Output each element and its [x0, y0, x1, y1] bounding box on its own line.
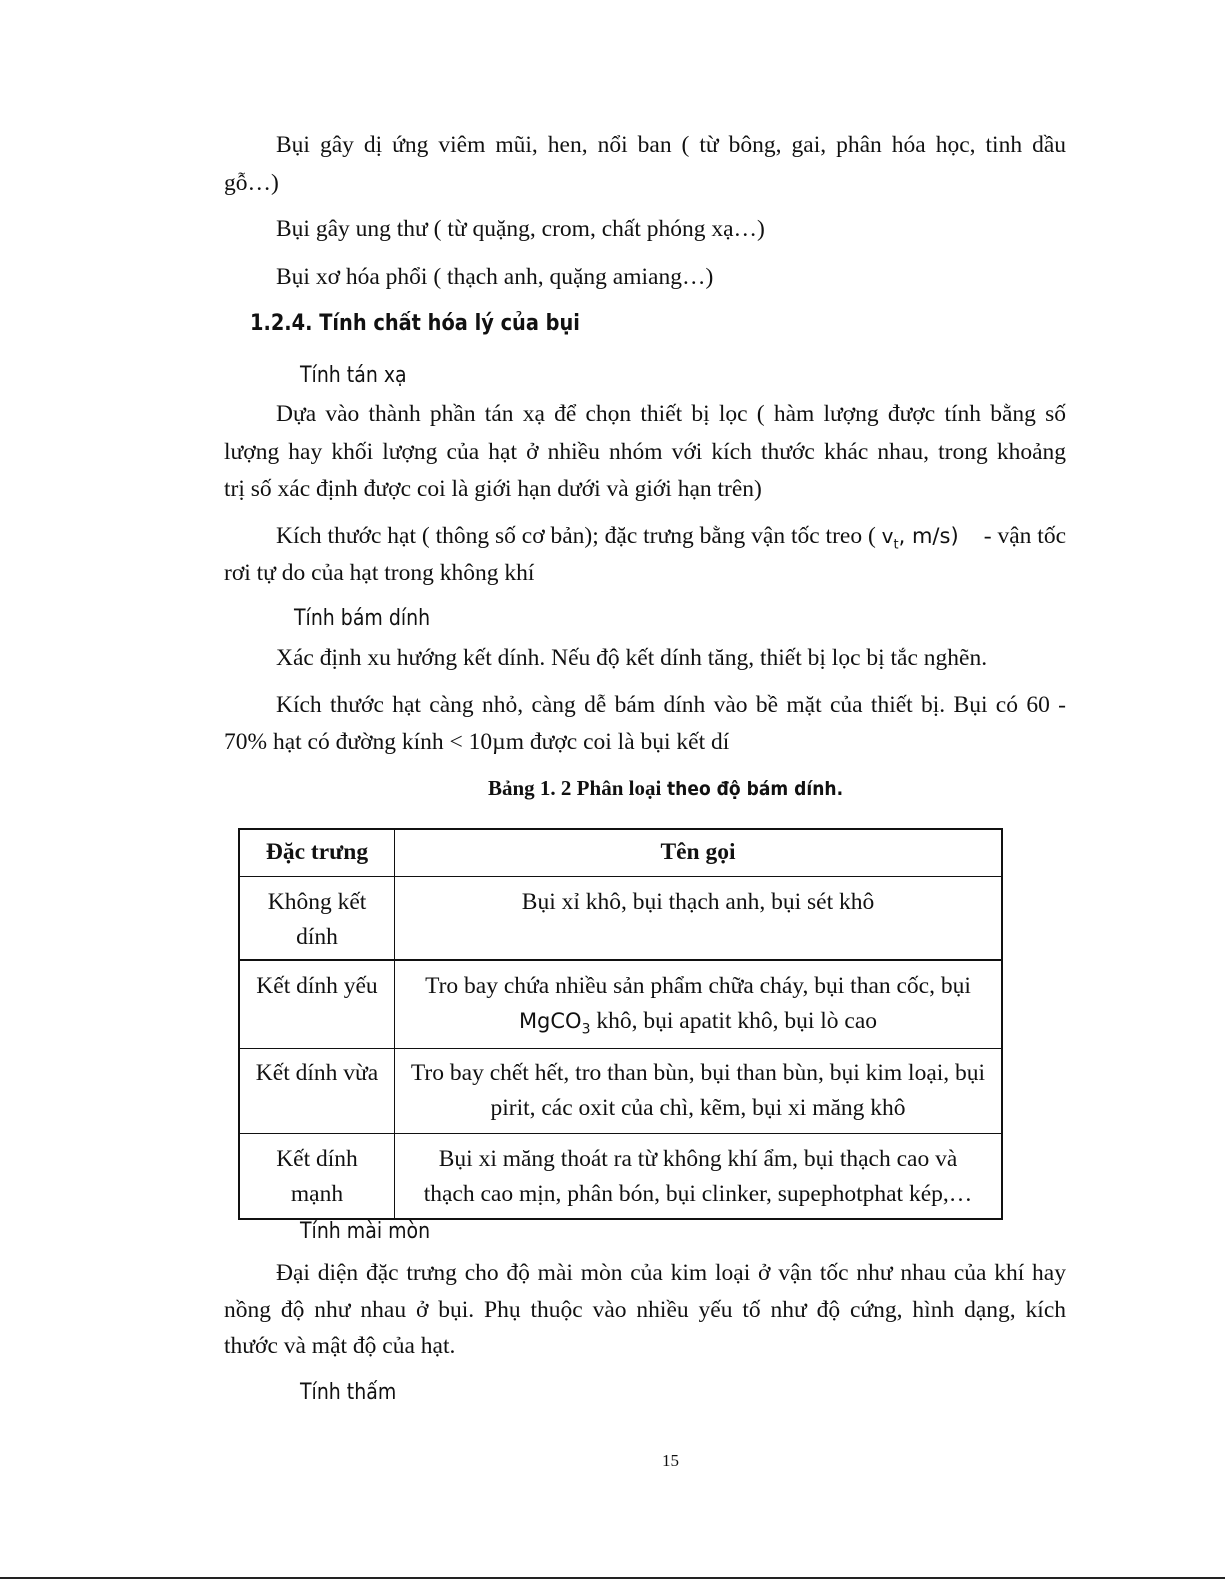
bam-dinh-p1: Xác định xu hướng kết dính. Nếu độ kết dính tăng, thiết bị lọc bị tắc nghẽn. [276, 645, 988, 671]
row-desc-line: Tro bay chứa nhiều sản phẩm chữa cháy, bụi than cốc, bụi [425, 973, 971, 999]
row-desc-line: pirit, các oxit của chì, kẽm, bụi xi măng khô [490, 1094, 906, 1121]
row-desc-line: Tro bay chết hết, tro than bùn, bụi than bùn, bụi kim loại, bụi [410, 1059, 986, 1086]
page-number: 15 [662, 1451, 679, 1470]
table-header-row [239, 829, 1002, 876]
tan-xa-p1-line3: trị số xác định được coi là giới hạn dưới và giới hạn trên) [224, 476, 762, 502]
velocity-subscript: t [893, 537, 899, 553]
row-label [239, 1048, 395, 1133]
tan-xa-p2-line2: rơi tự do của hạt trong không khí [224, 560, 535, 586]
row-label-line: Kết dính yếu [256, 973, 378, 999]
row-label-line: mạnh [290, 1180, 344, 1207]
row-label [239, 960, 395, 1048]
row-desc-line: thạch cao mịn, phân bón, bụi clinker, supephotphat kép,… [423, 1180, 973, 1207]
row-desc-line [401, 1004, 995, 1048]
tan-xa-p2-text-a [276, 521, 959, 561]
subtitle-mai-mon-text: Tính mài mòn [300, 1219, 431, 1244]
paragraph-cancer: Bụi gây ung thư ( từ quặng, crom, chất phóng xạ…) [276, 216, 765, 242]
subtitle-bam-dinh-text: Tính bám dính [294, 606, 431, 631]
paragraph-allergy-line2: gỗ…) [224, 170, 279, 196]
subtitle-tan-xa [300, 361, 424, 391]
velocity-unit: , m/s) [898, 524, 959, 548]
table-row [239, 876, 1002, 960]
subtitle-mai-mon [300, 1217, 451, 1247]
paragraph-fibrosis: Bụi xơ hóa phổi ( thạch anh, quặng amiang…) [276, 264, 714, 290]
tan-xa-p2-line1 [276, 521, 1066, 561]
tan-xa-p1-line1: Dựa vào thành phần tán xạ để chọn thiết bị lọc ( hàm lượng được tính bằng số [276, 401, 1066, 427]
tan-xa-p1-line2: lượng hay khối lượng của hạt ở nhiều nhóm với kích thước khác nhau, trong khoảng [224, 439, 1066, 465]
table-caption [488, 773, 862, 804]
table-row [239, 960, 1002, 1048]
mgco3-formula: MgCO [518, 1009, 582, 1033]
table-row [239, 1133, 1002, 1219]
header-characteristic: Đặc trưng [239, 829, 395, 876]
tan-xa-p2-prefix: Kích thước hạt ( thông số cơ bản); đặc trưng bằng vận tốc treo ( [276, 523, 876, 549]
row-label-line: Kết dính vừa [255, 1059, 379, 1086]
row-desc-rest: khô, bụi apatit khô, bụi lò cao [590, 1008, 878, 1034]
tan-xa-p2-text-b: - vận tốc [983, 523, 1066, 549]
table-caption-part-a: Bảng 1. 2 Phân loại [488, 776, 667, 800]
row-desc-line: Bụi xi măng thoát ra từ không khí ẩm, bụi thạch cao và [438, 1145, 958, 1172]
subtitle-bam-dinh [294, 604, 452, 634]
mai-mon-p1-line1: Đại diện đặc trưng cho độ mài mòn của kim loại ở vận tốc như nhau của khí hay [276, 1260, 1066, 1286]
paragraph-allergy-line1: Bụi gây dị ứng viêm mũi, hen, nổi ban ( từ bông, gai, phân hóa học, tinh dầu [276, 132, 1066, 158]
bam-dinh-p2-line1: Kích thước hạt càng nhỏ, càng dễ bám dính vào bề mặt của thiết bị. Bụi có 60 - [276, 692, 1066, 718]
row-desc [395, 1048, 1003, 1133]
mai-mon-p1-line3: thước và mật độ của hạt. [224, 1333, 456, 1359]
row-label-line: Không kết [267, 888, 367, 915]
row-desc [395, 1133, 1003, 1219]
header-name: Tên gọi [395, 829, 1003, 876]
section-heading-text: 1.2.4. Tính chất hóa lý của bụi [250, 311, 580, 336]
row-label [239, 1133, 395, 1219]
section-heading [250, 309, 625, 339]
subtitle-tan-xa-text: Tính tán xạ [300, 363, 407, 388]
row-desc-line: Bụi xỉ khô, bụi thạch anh, bụi sét khô [521, 888, 875, 915]
adhesion-classification-table [238, 828, 1003, 1220]
row-label-line: dính [296, 923, 338, 950]
row-desc [395, 960, 1003, 1048]
subtitle-tham [300, 1378, 412, 1408]
table-row [239, 1048, 1002, 1133]
mgco3-subscript: 3 [581, 1021, 591, 1038]
page-bottom-rule [0, 1577, 1225, 1579]
row-label [239, 876, 395, 960]
velocity-symbol: v [881, 524, 894, 548]
row-label-line: Kết dính [276, 1145, 358, 1172]
bam-dinh-p2-line2: 70% hạt có đường kính < 10µm được coi là bụi kết dí [224, 729, 730, 755]
row-desc [395, 876, 1003, 960]
table-caption-part-b: theo độ bám dính. [666, 778, 843, 800]
subtitle-tham-text: Tính thấm [300, 1380, 397, 1405]
mai-mon-p1-line2: nồng độ như nhau ở bụi. Phụ thuộc vào nhiều yếu tố như độ cứng, hình dạng, kích [224, 1297, 1066, 1323]
